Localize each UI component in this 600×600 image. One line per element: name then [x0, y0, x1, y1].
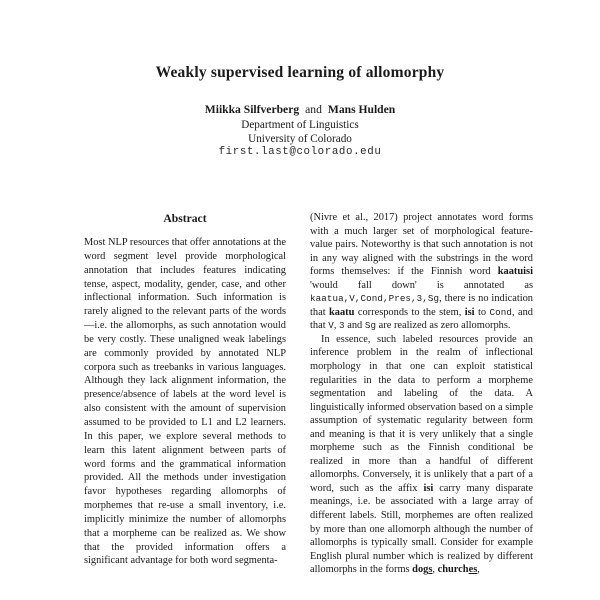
- right-column: [310, 211, 533, 600]
- affiliation-university: University of Colorado: [248, 133, 352, 145]
- body-paragraph-1: (Nivre et al., 2017) project annotates word forms with a much larger set of morphological feature-value pairs. Noteworthy is that such annotation is not in any way aligned with the substrings in the word forms themselves: if the Finnish word kaatuisi 'would fall down' is annotated as kaatua,V,Cond,Pres,3,Sg, there is no indication that kaatu corresponds to the stem, isi to Cond, and that V, 3 and Sg are realized as zero allomorphs.: [310, 212, 533, 332]
- paper-title: Weakly supervised learning of allomorphy: [155, 64, 445, 81]
- body-paragraph-2: In essence, such labeled resources provide an inference problem in the realm of inflectional morphology in that one can exploit statistical regularities in the data to perform a morpheme segmentation and labeling of the data. A linguistically informed observation based on a simple assumption of systematic regularity between form and meaning is that it is very unlikely that a single morpheme such as the Finnish conditional be realized in more than a handful of different allomorphs. Conversely, it is unlikely that a part of a word, such as the affix isi carry many disparate meanings, i.e. be associated with a large array of different labels. Still, morphemes are often realized by more than one allomorph although the number of allomorphs is typically small. Consider for example English plural number which is realized by different allomorphs in the forms dogs, churches,: [310, 333, 533, 576]
- author-1: Miikka Silfverberg: [204, 103, 300, 116]
- authors-conjunction: and: [305, 103, 322, 116]
- abstract-body: Most NLP resources that offer annotations at the word segment level provide morphological annotation that includes features indicating tense, aspect, modality, gender, case, and other inflectional information. Such information is rarely aligned to the relevant parts of the words—i.e. the allomorphs, as such annotation would be very costly. These unaligned weak labelings are commonly provided by annotated NLP corpora such as treebanks in various languages. Although they lack alignment information, the presence/absence of labels at the word level is also consistent with the amount of supervision assumed to be provided to L1 and L2 learners. In this paper, we explore several methods to learn this latent alignment between parts of word forms and the grammatical information provided. All the methods under investigation favor hypotheses regarding allomorphs of morphemes that re-use a small inventory, i.e. implicitly minimize the number of allomorphs that a morpheme can be realized as. We show that the provided information offers a significant advantage for both word segmenta-: [84, 237, 286, 567]
- two-column-body: [75, 211, 533, 600]
- contact-email: first.last@colorado.edu: [218, 146, 382, 158]
- authors-line: [0, 103, 600, 116]
- abstract-heading: Abstract: [163, 212, 207, 225]
- left-column: [75, 211, 295, 600]
- author-2: Mans Hulden: [327, 103, 396, 116]
- affiliation-department: Department of Linguistics: [241, 119, 359, 131]
